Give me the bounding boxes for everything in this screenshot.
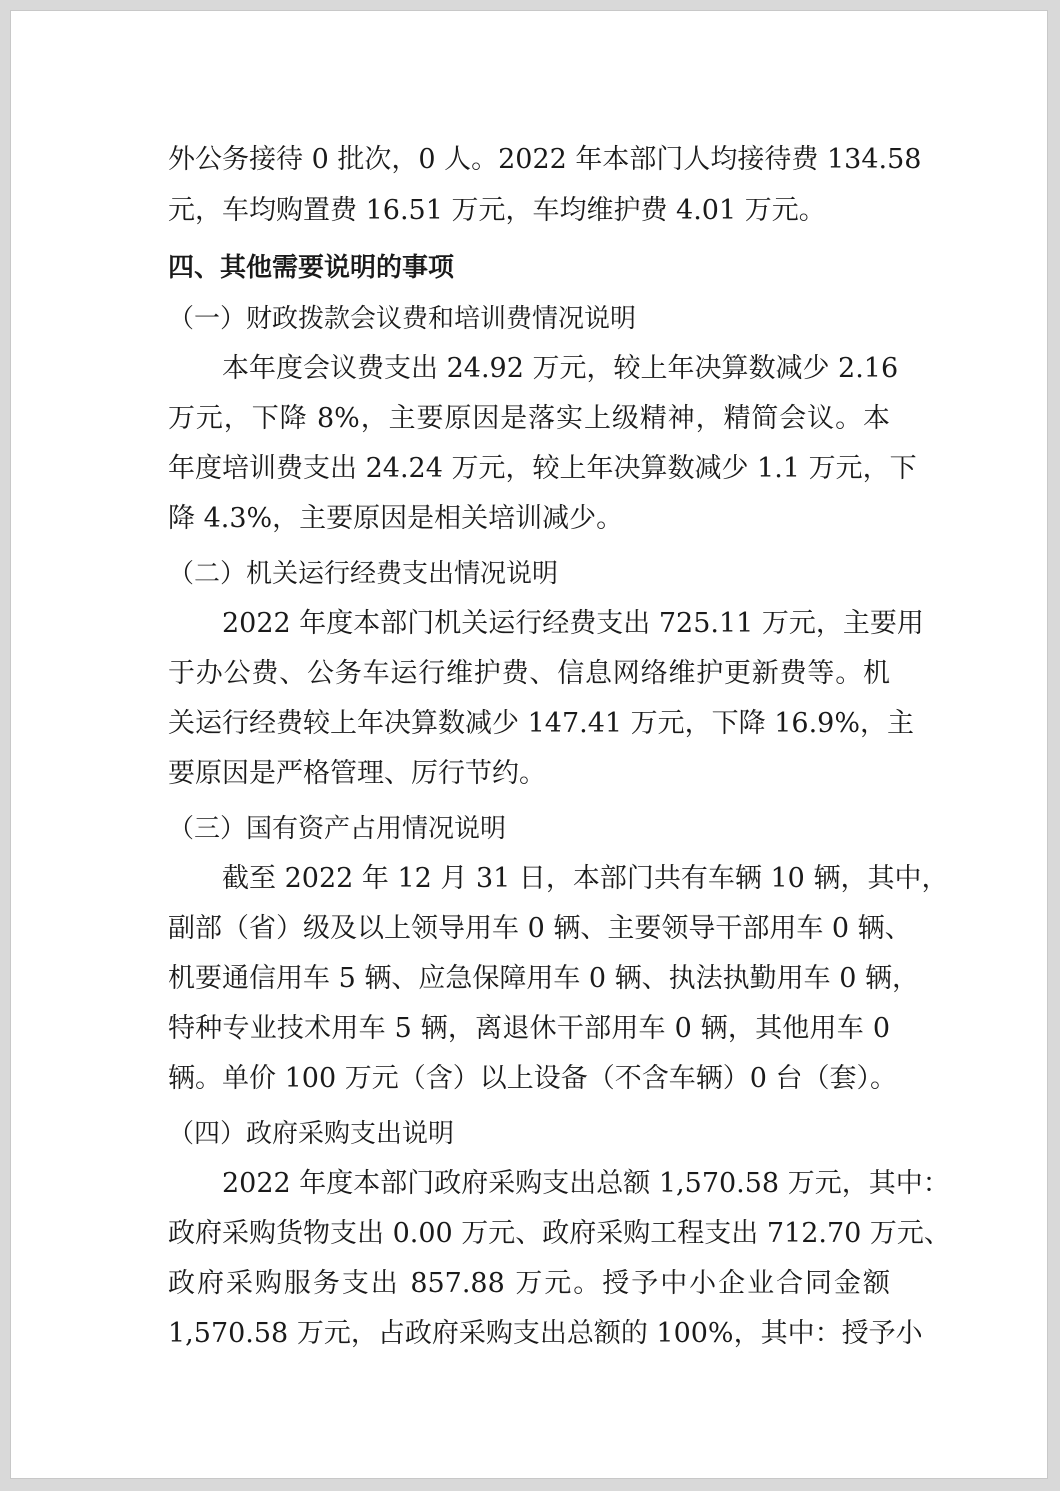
subsection-heading: （三）国有资产占用情况说明 (168, 814, 507, 844)
document-page (10, 10, 1048, 1479)
section-heading: 四、其他需要说明的事项 (168, 253, 455, 283)
paragraph-line: 关运行经费较上年决算数减少 147.41 万元，下降 16.9%，主 (168, 708, 914, 739)
paragraph-line: 2022 年度本部门机关运行经费支出 725.11 万元，主要用 (222, 608, 924, 639)
paragraph-line: 年度培训费支出 24.24 万元，较上年决算数减少 1.1 万元，下 (168, 453, 917, 484)
paragraph-line: 截至 2022 年 12 月 31 日，本部门共有车辆 10 辆，其中， (222, 863, 949, 894)
paragraph-line: 本年度会议费支出 24.92 万元，较上年决算数减少 2.16 (222, 353, 899, 384)
subsection-heading: （四）政府采购支出说明 (168, 1119, 455, 1149)
paragraph-line: 于办公费、公务车运行维护费、信息网络维护更新费等。机 (168, 658, 890, 689)
paragraph-line: 政府采购货物支出 0.00 万元、政府采购工程支出 712.70 万元、 (168, 1218, 951, 1249)
paragraph-line: 辆。单价 100 万元（含）以上设备（不含车辆）0 台（套）。 (168, 1063, 897, 1094)
paragraph-line: 元，车均购置费 16.51 万元，车均维护费 4.01 万元。 (168, 195, 826, 226)
paragraph-line: 降 4.3%，主要原因是相关培训减少。 (168, 503, 624, 534)
paragraph-line: 要原因是严格管理、厉行节约。 (168, 758, 546, 789)
paragraph-line: 2022 年度本部门政府采购支出总额 1,570.58 万元，其中： (222, 1168, 950, 1199)
paragraph-line: 副部（省）级及以上领导用车 0 辆、主要领导干部用车 0 辆、 (168, 913, 912, 944)
paragraph-line: 万元，下降 8%，主要原因是落实上级精神，精简会议。本 (168, 403, 890, 434)
subsection-heading: （一）财政拨款会议费和培训费情况说明 (168, 304, 637, 334)
paragraph-line: 政府采购服务支出 857.88 万元。授予中小企业合同金额 (168, 1268, 890, 1299)
paragraph-line: 1,570.58 万元，占政府采购支出总额的 100%，其中：授予小 (168, 1318, 923, 1349)
paragraph-line: 外公务接待 0 批次，0 人。2022 年本部门人均接待费 134.58 (168, 144, 922, 175)
paragraph-line: 机要通信用车 5 辆、应急保障用车 0 辆、执法执勤用车 0 辆， (168, 963, 920, 994)
paragraph-line: 特种专业技术用车 5 辆，离退休干部用车 0 辆，其他用车 0 (168, 1013, 890, 1044)
subsection-heading: （二）机关运行经费支出情况说明 (168, 559, 559, 589)
